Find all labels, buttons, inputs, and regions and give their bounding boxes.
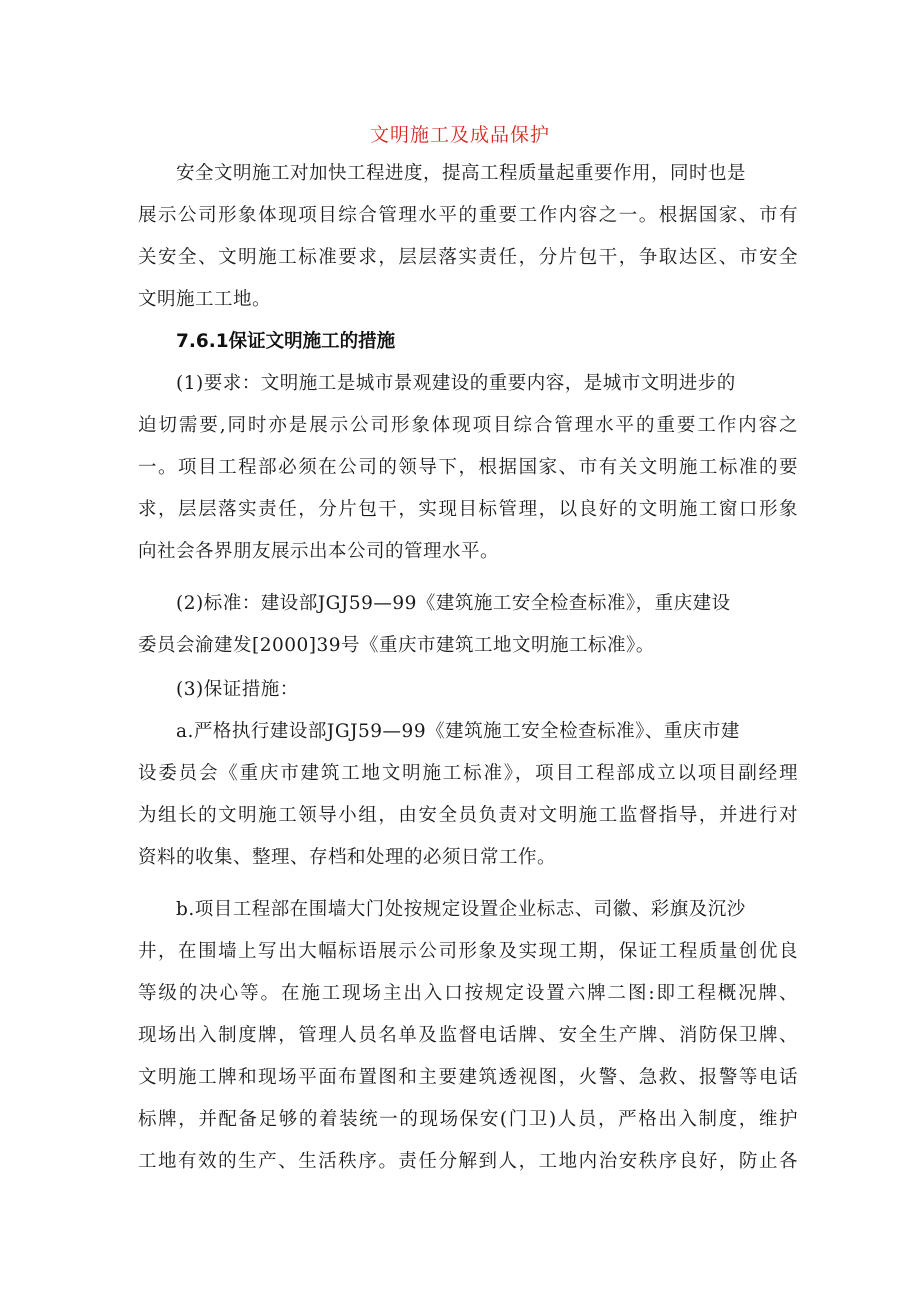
item3-line: (3)保证措施： <box>176 679 299 700</box>
intro-line: 展示公司形象体现项目综合管理水平的重要工作内容之一。根据国家、市有 <box>138 205 798 226</box>
item-b-line: b.项目工程部在围墙大门处按规定设置企业标志、司徽、彩旗及沉沙 <box>176 899 746 920</box>
item1-line: 向社会各界朋友展示出本公司的管理水平。 <box>138 541 500 562</box>
item-b-line: 现场出入制度牌，管理人员名单及监督电话牌、安全生产牌、消防保卫牌、 <box>138 1025 798 1046</box>
intro-line: 关安全、文明施工标准要求，层层落实责任，分片包干，争取达区、市安全 <box>138 247 798 268</box>
intro-line: 安全文明施工对加快工程进度，提高工程质量起重要作用，同时也是 <box>176 163 747 184</box>
intro-line: 文明施工工地。 <box>138 289 272 310</box>
item2-line: 委员会渝建发[2000]39号《重庆市建筑工地文明施工标准》。 <box>138 635 655 656</box>
document-title: 文明施工及成品保护 <box>369 124 550 146</box>
item1-line: (1)要求：文明施工是城市景观建设的重要内容，是城市文明进步的 <box>176 373 736 394</box>
item-b-line: 标牌，并配备足够的着装统一的现场保安(门卫)人员，严格出入制度，维护 <box>138 1109 798 1130</box>
item1-line: 迫切需要,同时亦是展示公司形象体现项目综合管理水平的重要工作内容之 <box>138 415 798 436</box>
item1-line: 求，层层落实责任，分片包干，实现目标管理，以良好的文明施工窗口形象 <box>138 499 798 520</box>
item1-line: 一。项目工程部必须在公司的领导下，根据国家、市有关文明施工标准的要 <box>138 457 798 478</box>
item-b-line: 井，在围墙上写出大幅标语展示公司形象及实现工期，保证工程质量创优良 <box>138 941 798 962</box>
item-a-line: 为组长的文明施工领导小组，由安全员负责对文明施工监督指导，并进行对 <box>138 805 798 826</box>
section-heading: 7.6.1保证文明施工的措施 <box>176 331 396 352</box>
item-b-line: 工地有效的生产、生活秩序。责任分解到人，工地内治安秩序良好，防止各 <box>138 1151 798 1172</box>
item-a-line: 资料的收集、整理、存档和处理的必须日常工作。 <box>138 847 557 868</box>
item-a-line: a.严格执行建设部JGJ59—99《建筑施工安全检查标准》、重庆市建 <box>176 721 740 742</box>
item-a-line: 设委员会《重庆市建筑工地文明施工标准》，项目工程部成立以项目副经理 <box>138 763 798 784</box>
item-b-line: 文明施工牌和现场平面布置图和主要建筑透视图，火警、急救、报警等电话 <box>138 1067 798 1088</box>
item-b-line: 等级的决心等。在施工现场主出入口按规定设置六牌二图:即工程概况牌、 <box>138 983 798 1004</box>
item2-line: (2)标准：建设部JGJ59—99《建筑施工安全检查标准》，重庆建设 <box>176 593 731 614</box>
